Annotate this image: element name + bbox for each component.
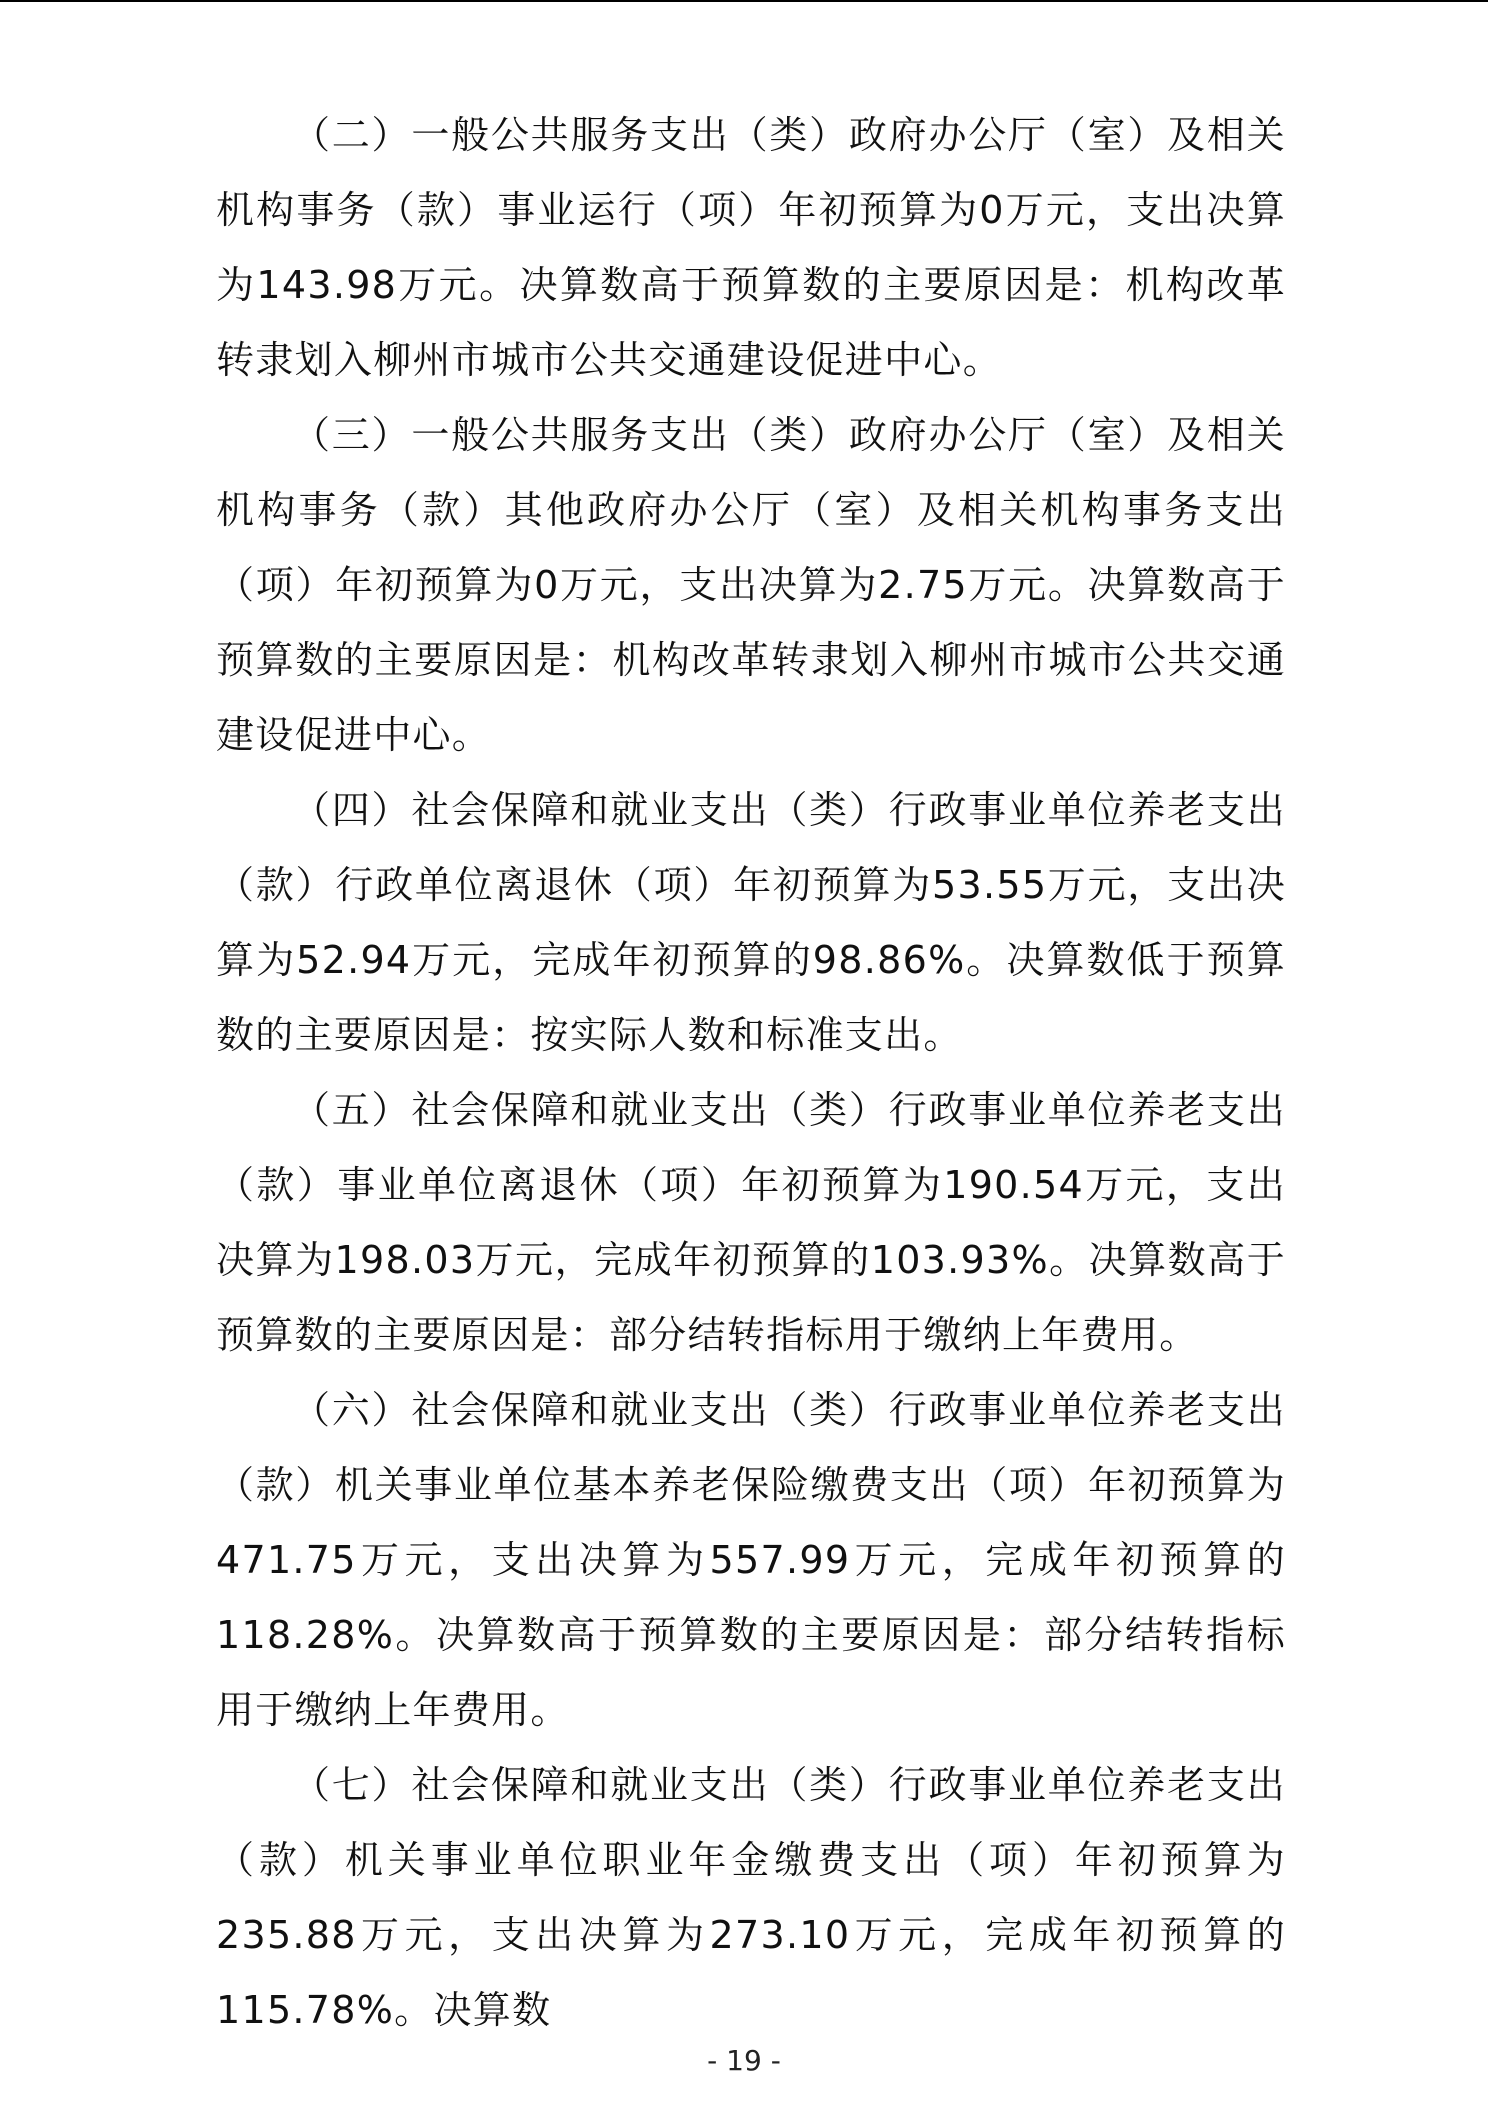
- paragraph-item-2: （二）一般公共服务支出（类）政府办公厅（室）及相关机构事务（款）事业运行（项）年初预算为0万元，支出决算为143.98万元。决算数高于预算数的主要原因是：机构改革转隶划入柳州市城市公共交通建设促进中心。: [216, 113, 1286, 382]
- top-border-line: [0, 0, 1488, 2]
- page-number: - 19 -: [707, 2044, 781, 2077]
- paragraph-item-4: （四）社会保障和就业支出（类）行政事业单位养老支出（款）行政单位离退休（项）年初预算为53.55万元，支出决算为52.94万元，完成年初预算的98.86%。决算数低于预算数的主要原因是：按实际人数和标准支出。: [216, 788, 1286, 1057]
- paragraph-item-6: （六）社会保障和就业支出（类）行政事业单位养老支出（款）机关事业单位基本养老保险缴费支出（项）年初预算为471.75万元，支出决算为557.99万元，完成年初预算的118.28%。决算数高于预算数的主要原因是：部分结转指标用于缴纳上年费用。: [216, 1388, 1286, 1732]
- paragraph-item-3: （三）一般公共服务支出（类）政府办公厅（室）及相关机构事务（款）其他政府办公厅（室）及相关机构事务支出（项）年初预算为0万元，支出决算为2.75万元。决算数高于预算数的主要原因是：机构改革转隶划入柳州市城市公共交通建设促进中心。: [216, 413, 1286, 757]
- paragraph-item-5: （五）社会保障和就业支出（类）行政事业单位养老支出（款）事业单位离退休（项）年初预算为190.54万元，支出决算为198.03万元，完成年初预算的103.93%。决算数高于预算数的主要原因是：部分结转指标用于缴纳上年费用。: [216, 1088, 1286, 1357]
- paragraph-item-7: （七）社会保障和就业支出（类）行政事业单位养老支出（款）机关事业单位职业年金缴费支出（项）年初预算为235.88万元，支出决算为273.10万元，完成年初预算的115.78%。决算数: [216, 1763, 1286, 2032]
- document-body: [216, 98, 1286, 2048]
